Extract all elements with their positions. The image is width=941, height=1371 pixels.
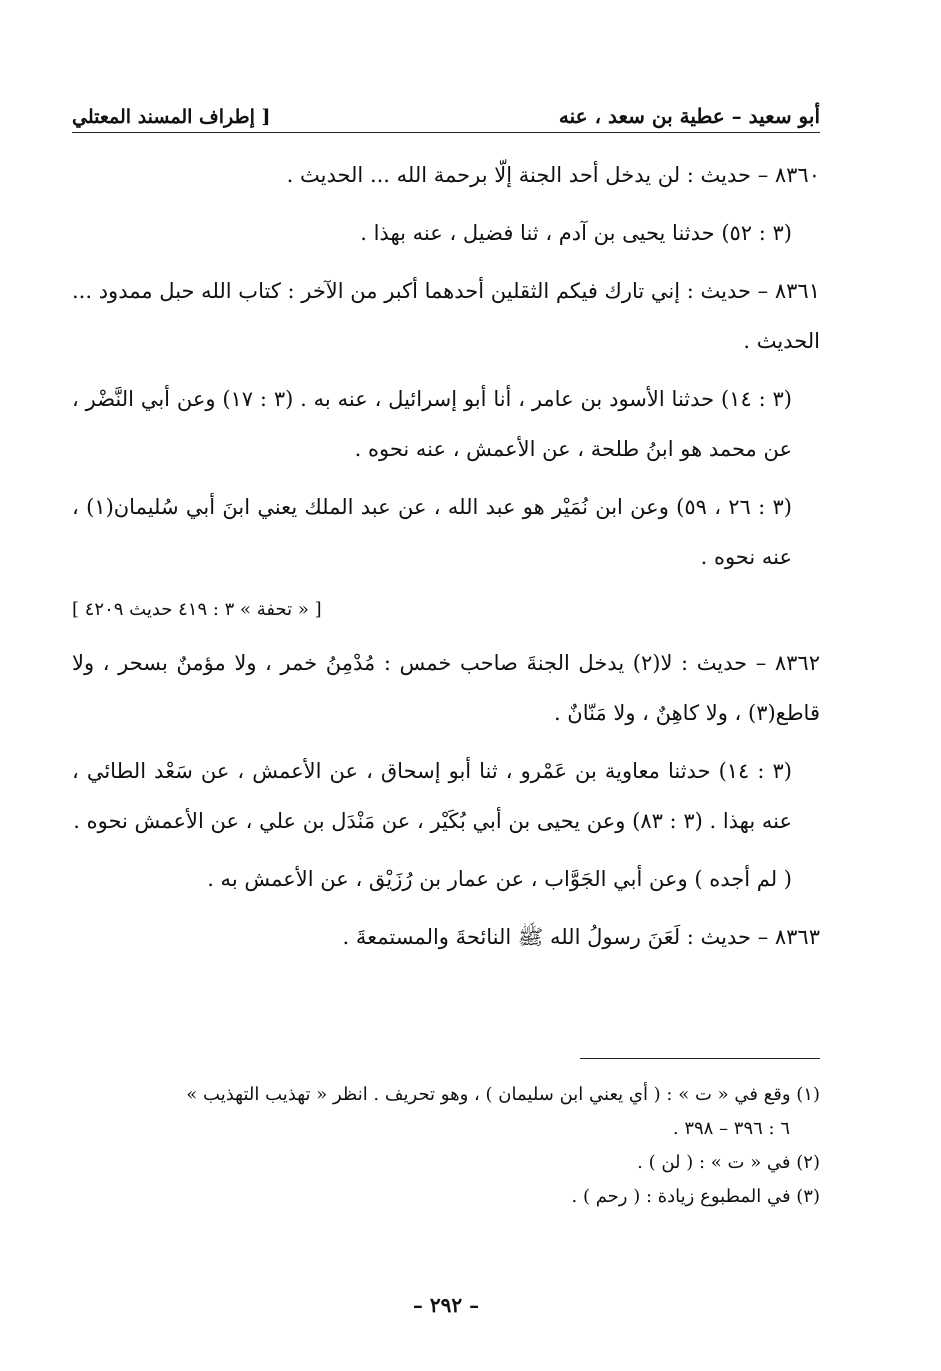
- isnad-8361-a: (٣ : ١٤) حدثنا الأسود بن عامر ، أنا أبو إسرائيل ، عنه به . (٣ : ١٧) وعن أبي النَّضْر ، عن محمد هو ابنُ طلحة ، عن الأعمش ، عنه نحوه .: [72, 387, 792, 461]
- footnote-divider: [580, 1058, 820, 1059]
- footnote-2: (٢) في « ت » : ( لن ) .: [637, 1152, 820, 1173]
- isnad-8361-b: (٣ : ٢٦ ، ٥٩) وعن ابن نُمَيْر هو عبد الله ، عن عبد الملك يعني ابنَ أبي سُليمان(١) ، عنه نحوه .: [72, 495, 792, 569]
- hadith-8363: ٨٣٦٣ – حديث : لَعَنَ رسولُ الله ﷺ النائحةَ والمستمعةَ .: [342, 925, 820, 949]
- isnad-8362-a: (٣ : ١٤) حدثنا معاوية بن عَمْرو ، ثنا أبو إسحاق ، عن الأعمش ، عن سَعْد الطائي ، عنه بهذا . (٣ : ٨٣) وعن يحيى بن أبي بُكَيْر ، عن مَنْدَل بن علي ، عن الأعمش نحوه .: [72, 759, 792, 833]
- hadith-8360: ٨٣٦٠ – حديث : لن يدخل أحد الجنة إلّا برحمة الله ... الحديث .: [286, 163, 820, 187]
- tuhfa-reference: [ « تحفة » ٣ : ٤١٩ حديث ٤٢٠٩ ]: [72, 599, 322, 620]
- hadith-8362: ٨٣٦٢ – حديث : لا(٢) يدخل الجنةَ صاحب خمس : مُدْمِنُ خمر ، ولا مؤمنٌ بسحر ، ولا قاطع(٣) ، ولا كاهِنٌ ، ولا مَنّانٌ .: [72, 651, 820, 725]
- running-header: [72, 88, 820, 128]
- footnote-1: (١) وقع في « ت » : ( أي يعني ابن سليمان ) ، وهو تحريف . انظر « تهذيب التهذيب »: [186, 1084, 820, 1105]
- document-page: [72, 88, 820, 1338]
- hadith-body: [72, 150, 820, 970]
- footnote-1-continued: ٦ : ٣٩٦ – ٣٩٨ .: [672, 1118, 790, 1139]
- header-book-title: [ إطراف المسند المعتلي: [72, 106, 271, 128]
- footnotes: [72, 1078, 820, 1214]
- page-number: – ٢٩٢ –: [412, 1293, 480, 1317]
- isnad-8362-b: ( لم أجده ) وعن أبي الجَوَّاب ، عن عمار بن رُزَيْق ، عن الأعمش به .: [207, 867, 792, 891]
- header-divider: [72, 132, 820, 133]
- header-author: أبو سعيد – عطية بن سعد ، عنه: [558, 104, 820, 128]
- footnote-3: (٣) في المطبوع زيادة : ( رحم ) .: [571, 1186, 820, 1207]
- hadith-8361: ٨٣٦١ – حديث : إني تارك فيكم الثقلين أحدهما أكبر من الآخر : كتاب الله حبل ممدود ... الحديث .: [72, 279, 820, 353]
- isnad-8360: (٣ : ٥٢) حدثنا يحيى بن آدم ، ثنا فضيل ، عنه بهذا .: [360, 221, 792, 245]
